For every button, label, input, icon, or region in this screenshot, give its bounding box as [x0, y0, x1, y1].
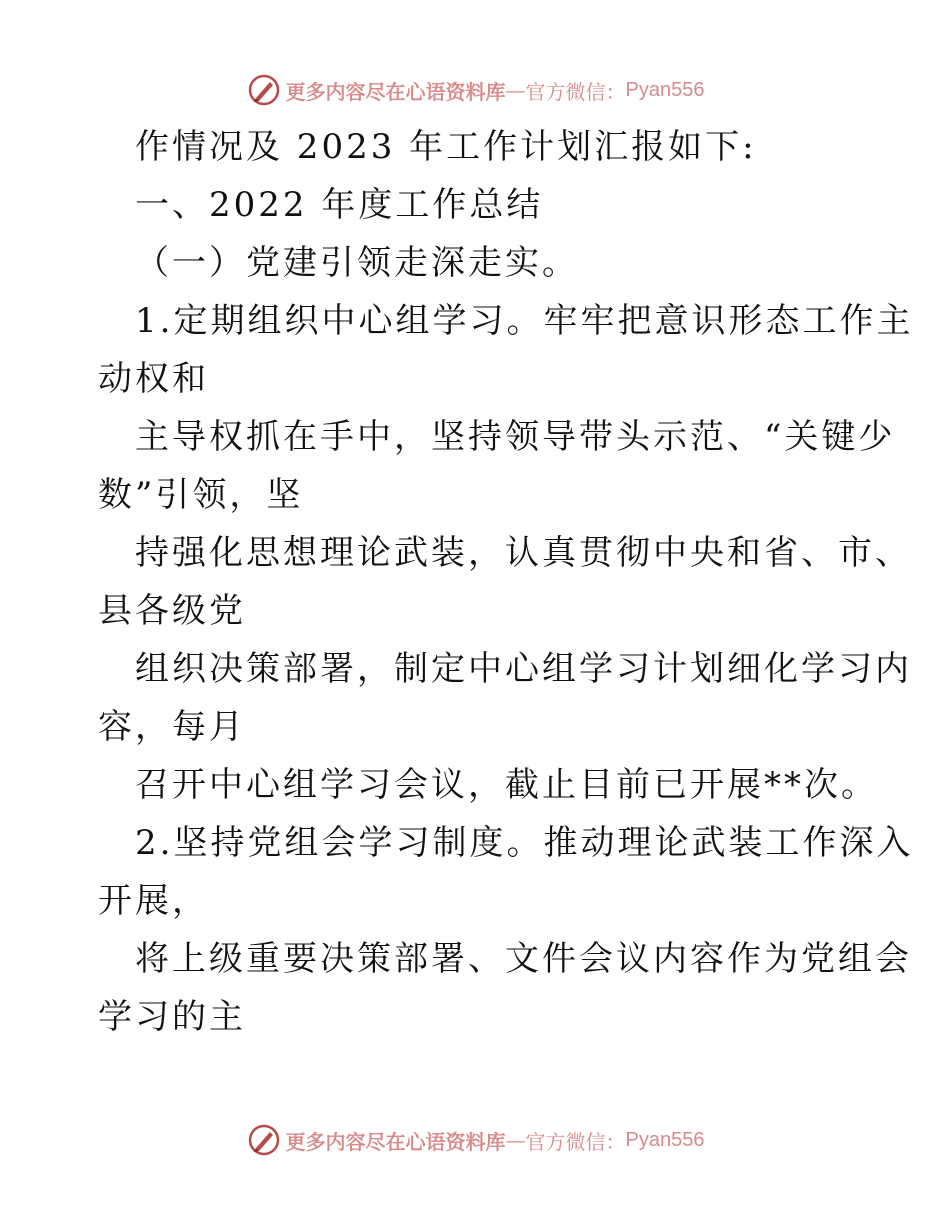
watermark-footer [0, 1120, 950, 1160]
document-body [98, 118, 914, 1046]
watermark-tail: 官方微信： [525, 79, 626, 104]
watermark-text: 更多内容尽在心语资料库 [285, 1129, 506, 1154]
body-line: 动权和 [98, 359, 209, 399]
watermark-id: Pyan556 [625, 1128, 705, 1151]
body-line: 1.定期组织中心组学习。牢牢把意识形态工作主 [135, 301, 914, 341]
body-line: 作情况及 2023 年工作计划汇报如下: [135, 127, 757, 167]
pen-circle-logo-icon [246, 72, 282, 108]
body-line: 持强化思想理论武装，认真贯彻中央和省、市、 [135, 533, 912, 573]
body-line: 召开中心组学习会议，截止目前已开展**次。 [135, 765, 878, 805]
body-line: 组织决策部署，制定中心组学习计划细化学习内 [135, 649, 912, 689]
body-line: 容，每月 [98, 707, 246, 747]
body-line: 2.坚持党组会学习制度。推动理论武装工作深入 [135, 823, 914, 863]
watermark-separator: — [505, 1128, 526, 1152]
watermark-header [0, 70, 950, 110]
body-line: 学习的主 [98, 997, 246, 1037]
body-line: 开展， [98, 881, 209, 921]
watermark-id: Pyan556 [625, 78, 705, 101]
watermark-tail: 官方微信： [525, 1129, 626, 1154]
body-line: 将上级重要决策部署、文件会议内容作为党组会 [135, 939, 912, 979]
watermark-text: 更多内容尽在心语资料库 [285, 79, 506, 104]
body-line: 一、2022 年度工作总结 [135, 185, 544, 225]
body-line: 数”引领，坚 [98, 475, 304, 515]
body-line: （一）党建引领走深走实。 [135, 243, 579, 283]
pen-circle-logo-icon [246, 1122, 282, 1158]
body-line: 主导权抓在手中，坚持领导带头示范、“关键少 [135, 417, 896, 457]
body-line: 县各级党 [98, 591, 246, 631]
watermark-separator: — [505, 78, 526, 102]
